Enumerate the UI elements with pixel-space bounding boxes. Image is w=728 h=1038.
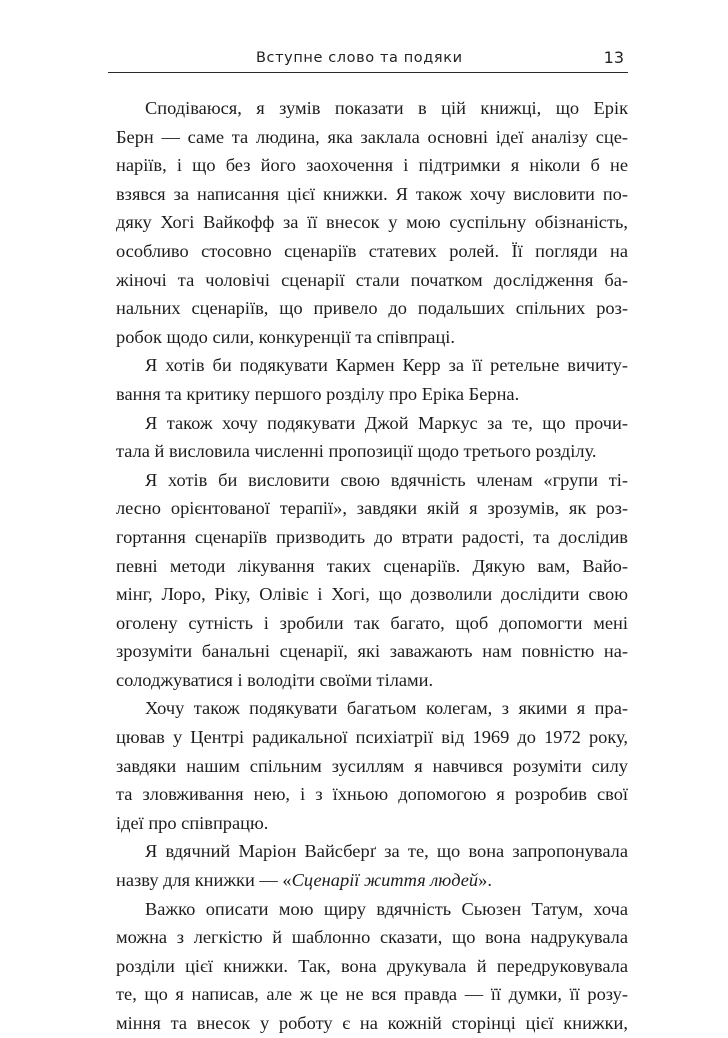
- text-line: солоджуватися і володіти своїми тілами.: [116, 669, 434, 690]
- text-line: Я хотів би подякувати Кармен Керр за її ретельне вичиту-: [145, 355, 628, 376]
- text-line: завдяки нашим спільним зусиллям я навчився розуміти силу: [116, 755, 628, 776]
- text-line: Важко описати мою щиру вдячність Сьюзен Татум, хоча: [145, 898, 628, 919]
- text-line: жіночі та чоловічі сценарії стали початком дослідження ба-: [116, 269, 628, 290]
- paragraph: [116, 351, 628, 408]
- running-header: [108, 48, 628, 73]
- text-line: ідеї про співпрацю.: [116, 812, 269, 833]
- text-line: лесно орієнтованої терапії», завдяки якій я зрозумів, як роз-: [116, 498, 628, 519]
- paragraph: [116, 895, 628, 1038]
- text-line: Я хотів би висловити свою вдячність членам «групи ті-: [145, 469, 628, 490]
- text-line: наріїв, і що без його заохочення і підтримки я ніколи б не: [116, 155, 628, 176]
- text-line: [116, 866, 628, 895]
- text-line: міння та внесок у роботу є на кожній сторінці цієї книжки,: [116, 1013, 628, 1033]
- text-line: Я вдячний Маріон Вайсберґ за те, що вона запропонувала: [145, 841, 628, 862]
- text-fragment: назву для книжки — «: [116, 870, 292, 891]
- page-number: 13: [603, 48, 624, 67]
- paragraph: [116, 409, 628, 466]
- text-line: можна з легкістю й шаблонно сказати, що вона надрукувала: [116, 927, 628, 948]
- text-line: Берн — саме та людина, яка заклала основні ідеї аналізу сце-: [116, 126, 628, 147]
- text-line: та зловживання нею, і з їхньою допомогою я розробив свої: [116, 784, 628, 805]
- text-line: те, що я написав, але ж це не вся правда — її думки, її розу-: [116, 984, 628, 1005]
- text-line: вання та критику першого розділу про Еріка Берна.: [116, 383, 520, 404]
- text-line: нальних сценаріїв, що привело до подальших спільних роз-: [116, 298, 628, 319]
- text-line: певні методи лікування таких сценаріїв. Дякую вам, Вайо-: [116, 555, 628, 576]
- text-line: розділи цієї книжки. Так, вона друкувала й передруковувала: [116, 955, 628, 976]
- paragraph: [116, 94, 628, 351]
- text-line: Я також хочу подякувати Джой Маркус за те, що прочи-: [145, 412, 628, 433]
- text-line: гортання сценаріїв призводить до втрати радості, та дослідив: [116, 526, 628, 547]
- text-line: зрозуміти банальні сценарії, які заважають нам повністю на-: [116, 641, 628, 662]
- text-line: мінг, Лоро, Ріку, Олівіє і Хогі, що дозволили дослідити свою: [116, 584, 628, 605]
- text-line: оголену сутність і зробили так багато, щоб допомогти мені: [116, 612, 628, 633]
- paragraph: [116, 466, 628, 695]
- running-title: Вступне слово та подяки: [256, 50, 463, 66]
- text-fragment: ».: [478, 870, 492, 891]
- paragraph: [116, 837, 628, 894]
- text-line: взявся за написання цієї книжки. Я також хочу висловити по-: [116, 183, 628, 204]
- text-line: тала й висловила численні пропозиції щодо третього розділу.: [116, 441, 597, 462]
- text-line: робок щодо сили, конкуренції та співпраці.: [116, 326, 456, 347]
- text-line: особливо стосовно сценаріїв статевих ролей. Її погляди на: [116, 240, 628, 261]
- text-line: цював у Центрі радикальної психіатрії від 1969 до 1972 року,: [116, 727, 628, 748]
- text-line: Сподіваюся, я зумів показати в цій книжці, що Ерік: [145, 98, 628, 118]
- text-line: дяку Хогі Вайкофф за її внесок у мою суспільну обізнаність,: [116, 212, 628, 233]
- text-line: Хочу також подякувати багатьом колегам, з якими я пра-: [145, 698, 628, 719]
- book-title-italic: Сценарії життя людей: [291, 870, 479, 891]
- paragraph: [116, 694, 628, 837]
- body-text: [116, 94, 628, 1038]
